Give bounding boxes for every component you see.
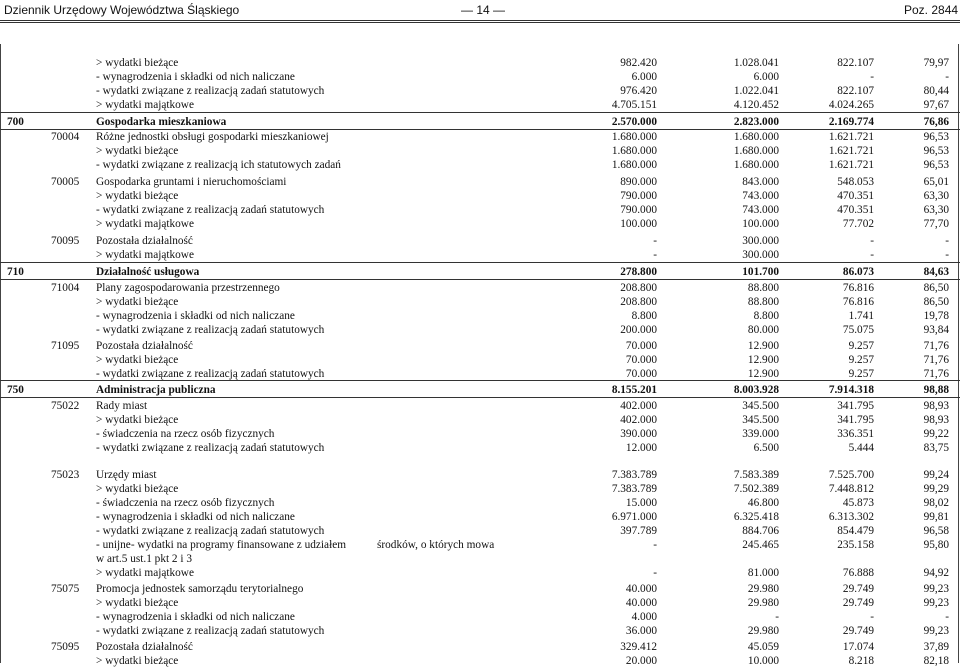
revised-plan-value: 6.000 bbox=[753, 71, 779, 83]
execution-percent: 79,97 bbox=[923, 57, 949, 69]
execution-percent: 86,50 bbox=[923, 296, 949, 308]
table-row bbox=[0, 441, 960, 455]
executed-value: 76.888 bbox=[842, 567, 874, 579]
execution-percent: 94,92 bbox=[923, 567, 949, 579]
subsection-code: 75022 bbox=[51, 400, 80, 412]
plan-value: 8.800 bbox=[631, 310, 657, 322]
row-description: > wydatki bieżące bbox=[96, 483, 179, 495]
execution-percent: 37,89 bbox=[923, 641, 949, 653]
row-description: > wydatki bieżące bbox=[96, 655, 179, 667]
table-row bbox=[0, 624, 960, 638]
table-row bbox=[0, 538, 960, 552]
execution-percent: 83,75 bbox=[923, 442, 949, 454]
table-row bbox=[0, 596, 960, 610]
execution-percent: 80,44 bbox=[923, 85, 949, 97]
plan-value: 1.680.000 bbox=[611, 145, 657, 157]
subsection-code: 70004 bbox=[51, 131, 80, 143]
plan-value: 70.000 bbox=[625, 354, 657, 366]
execution-percent: 71,76 bbox=[923, 354, 949, 366]
execution-percent: - bbox=[945, 249, 949, 261]
plan-value: 890.000 bbox=[620, 176, 657, 188]
section-row bbox=[0, 265, 960, 279]
plan-value: - bbox=[653, 539, 657, 551]
plan-value: 20.000 bbox=[625, 655, 657, 667]
section-code: 700 bbox=[7, 116, 24, 128]
row-description: - świadczenia na rzecz osób fizycznych bbox=[96, 497, 275, 509]
execution-percent: - bbox=[945, 611, 949, 623]
subsection-code: 71095 bbox=[51, 340, 80, 352]
section-separator bbox=[0, 262, 960, 263]
execution-percent: 98,02 bbox=[923, 497, 949, 509]
row-description: - wydatki związane z realizacją zadań statutowych bbox=[96, 324, 325, 336]
execution-percent: 71,76 bbox=[923, 368, 949, 380]
execution-percent: 96,53 bbox=[923, 131, 949, 143]
row-description: - wydatki związane z realizacją zadań statutowych bbox=[96, 204, 325, 216]
row-description: - wynagrodzenia i składki od nich naliczane bbox=[96, 611, 295, 623]
subsection-row bbox=[0, 582, 960, 596]
row-description: - wydatki związane z realizacją ich statutowych zadań bbox=[96, 159, 341, 171]
table-row bbox=[0, 427, 960, 441]
execution-percent: 98,93 bbox=[923, 400, 949, 412]
executed-value: 29.749 bbox=[842, 625, 874, 637]
execution-percent: 96,58 bbox=[923, 525, 949, 537]
executed-value: 4.024.265 bbox=[828, 99, 874, 111]
executed-value: 45.873 bbox=[842, 497, 874, 509]
row-description: Pozostała działalność bbox=[96, 235, 193, 247]
row-description: Różne jednostki obsługi gospodarki mieszkaniowej bbox=[96, 131, 329, 143]
plan-value: 790.000 bbox=[620, 204, 657, 216]
plan-value: 1.680.000 bbox=[611, 131, 657, 143]
revised-plan-value: 4.120.452 bbox=[733, 99, 779, 111]
execution-percent: 84,63 bbox=[923, 266, 949, 278]
row-description: - świadczenia na rzecz osób fizycznych bbox=[96, 428, 275, 440]
row-description: w art.5 ust.1 pkt 2 i 3 bbox=[96, 553, 193, 565]
executed-value: 1.621.721 bbox=[828, 131, 874, 143]
plan-value: 4.000 bbox=[631, 611, 657, 623]
execution-percent: 99,29 bbox=[923, 483, 949, 495]
executed-value: 341.795 bbox=[837, 400, 874, 412]
row-description: - wynagrodzenia i składki od nich naliczane bbox=[96, 71, 295, 83]
revised-plan-value: 743.000 bbox=[742, 204, 779, 216]
revised-plan-value: 300.000 bbox=[742, 235, 779, 247]
execution-percent: 98,88 bbox=[923, 384, 949, 396]
subsection-code: 75095 bbox=[51, 641, 80, 653]
executed-value: 1.621.721 bbox=[828, 145, 874, 157]
executed-value: - bbox=[870, 71, 874, 83]
executed-value: 470.351 bbox=[837, 190, 874, 202]
executed-value: 86.073 bbox=[842, 266, 874, 278]
plan-value: 208.800 bbox=[620, 296, 657, 308]
revised-plan-value: 100.000 bbox=[742, 218, 779, 230]
section-separator bbox=[0, 380, 960, 381]
executed-value: 336.351 bbox=[837, 428, 874, 440]
plan-value: 208.800 bbox=[620, 282, 657, 294]
row-description: > wydatki bieżące bbox=[96, 296, 179, 308]
revised-plan-value: 12.900 bbox=[747, 368, 779, 380]
revised-plan-value: - bbox=[775, 611, 779, 623]
execution-percent: 98,93 bbox=[923, 414, 949, 426]
row-description: - wydatki związane z realizacją zadań statutowych bbox=[96, 442, 325, 454]
execution-percent: 99,23 bbox=[923, 597, 949, 609]
revised-plan-value: 88.800 bbox=[747, 296, 779, 308]
executed-value: 77.702 bbox=[842, 218, 874, 230]
execution-percent: 96,53 bbox=[923, 159, 949, 171]
plan-value: 976.420 bbox=[620, 85, 657, 97]
row-description: - unijne- wydatki na programy finansowane z udziałem bbox=[96, 539, 347, 551]
subsection-code: 70095 bbox=[51, 235, 80, 247]
row-description: - wydatki związane z realizacją zadań statutowych bbox=[96, 85, 325, 97]
execution-percent: 99,22 bbox=[923, 428, 949, 440]
subsection-row bbox=[0, 640, 960, 654]
subsection-code: 75023 bbox=[51, 469, 80, 481]
plan-value: 6.971.000 bbox=[611, 511, 657, 523]
execution-percent: 76,86 bbox=[923, 116, 949, 128]
execution-percent: 82,18 bbox=[923, 655, 949, 667]
execution-percent: 77,70 bbox=[923, 218, 949, 230]
table-row bbox=[0, 552, 960, 566]
revised-plan-value: 12.900 bbox=[747, 354, 779, 366]
revised-plan-value: 345.500 bbox=[742, 400, 779, 412]
executed-value: 9.257 bbox=[848, 368, 874, 380]
executed-value: 9.257 bbox=[848, 340, 874, 352]
plan-value: 329.412 bbox=[620, 641, 657, 653]
table-row bbox=[0, 353, 960, 367]
executed-value: 29.749 bbox=[842, 597, 874, 609]
row-description-continued: środków, o których mowa bbox=[377, 539, 495, 551]
plan-value: 1.680.000 bbox=[611, 159, 657, 171]
plan-value: 15.000 bbox=[625, 497, 657, 509]
table-row bbox=[0, 496, 960, 510]
execution-percent: 99,81 bbox=[923, 511, 949, 523]
execution-percent: 99,23 bbox=[923, 625, 949, 637]
plan-value: 7.383.789 bbox=[611, 469, 657, 481]
row-description: > wydatki majątkowe bbox=[96, 99, 194, 111]
row-description: Promocja jednostek samorządu terytorialnego bbox=[96, 583, 304, 595]
execution-percent: 99,24 bbox=[923, 469, 949, 481]
plan-value: - bbox=[653, 567, 657, 579]
revised-plan-value: 8.003.928 bbox=[733, 384, 779, 396]
execution-percent: 95,80 bbox=[923, 539, 949, 551]
plan-value: 12.000 bbox=[625, 442, 657, 454]
plan-value: 200.000 bbox=[620, 324, 657, 336]
section-row bbox=[0, 115, 960, 129]
table-row bbox=[0, 158, 960, 172]
revised-plan-value: 1.680.000 bbox=[733, 159, 779, 171]
plan-value: 36.000 bbox=[625, 625, 657, 637]
subsection-row bbox=[0, 234, 960, 248]
row-description: > wydatki bieżące bbox=[96, 597, 179, 609]
plan-value: 4.705.151 bbox=[611, 99, 657, 111]
revised-plan-value: 6.325.418 bbox=[733, 511, 779, 523]
revised-plan-value: 339.000 bbox=[742, 428, 779, 440]
execution-percent: 19,78 bbox=[923, 310, 949, 322]
revised-plan-value: 101.700 bbox=[742, 266, 779, 278]
plan-value: 6.000 bbox=[631, 71, 657, 83]
table-row bbox=[0, 654, 960, 668]
executed-value: 341.795 bbox=[837, 414, 874, 426]
section-code: 710 bbox=[7, 266, 24, 278]
executed-value: 7.914.318 bbox=[828, 384, 874, 396]
executed-value: - bbox=[870, 611, 874, 623]
execution-percent: 93,84 bbox=[923, 324, 949, 336]
page-header bbox=[0, 0, 960, 19]
section-code: 750 bbox=[7, 384, 24, 396]
subsection-row bbox=[0, 399, 960, 413]
table-row bbox=[0, 248, 960, 262]
execution-percent: - bbox=[945, 71, 949, 83]
journal-title: Dziennik Urzędowy Województwa Śląskiego bbox=[4, 3, 240, 17]
executed-value: 1.621.721 bbox=[828, 159, 874, 171]
plan-value: 278.800 bbox=[620, 266, 657, 278]
revised-plan-value: 29.980 bbox=[747, 597, 779, 609]
table-row bbox=[0, 367, 960, 381]
revised-plan-value: 345.500 bbox=[742, 414, 779, 426]
table-row bbox=[0, 144, 960, 158]
revised-plan-value: 884.706 bbox=[742, 525, 779, 537]
execution-percent: - bbox=[945, 235, 949, 247]
header-rule bbox=[0, 20, 960, 21]
table-row bbox=[0, 295, 960, 309]
row-description: > wydatki bieżące bbox=[96, 354, 179, 366]
revised-plan-value: 8.800 bbox=[753, 310, 779, 322]
plan-value: 402.000 bbox=[620, 414, 657, 426]
row-description: > wydatki majątkowe bbox=[96, 249, 194, 261]
table-row bbox=[0, 189, 960, 203]
revised-plan-value: 843.000 bbox=[742, 176, 779, 188]
executed-value: 9.257 bbox=[848, 354, 874, 366]
row-description: Rady miast bbox=[96, 400, 148, 412]
executed-value: 5.444 bbox=[848, 442, 874, 454]
row-description: Plany zagospodarowania przestrzennego bbox=[96, 282, 280, 294]
executed-value: 76.816 bbox=[842, 296, 874, 308]
plan-value: 70.000 bbox=[625, 340, 657, 352]
plan-value: 40.000 bbox=[625, 597, 657, 609]
row-description: > wydatki bieżące bbox=[96, 190, 179, 202]
row-description: - wydatki związane z realizacją zadań statutowych bbox=[96, 525, 325, 537]
plan-value: 2.570.000 bbox=[611, 116, 657, 128]
table-row bbox=[0, 203, 960, 217]
plan-value: 100.000 bbox=[620, 218, 657, 230]
revised-plan-value: 80.000 bbox=[747, 324, 779, 336]
row-description: - wydatki związane z realizacją zadań statutowych bbox=[96, 625, 325, 637]
row-description: > wydatki bieżące bbox=[96, 414, 179, 426]
revised-plan-value: 1.022.041 bbox=[733, 85, 779, 97]
subsection-row bbox=[0, 468, 960, 482]
subsection-row bbox=[0, 339, 960, 353]
executed-value: - bbox=[870, 249, 874, 261]
section-separator bbox=[0, 397, 960, 398]
execution-percent: 71,76 bbox=[923, 340, 949, 352]
executed-value: 548.053 bbox=[837, 176, 874, 188]
row-description: Pozostała działalność bbox=[96, 340, 193, 352]
revised-plan-value: 743.000 bbox=[742, 190, 779, 202]
row-description: Gospodarka mieszkaniowa bbox=[96, 116, 227, 128]
row-description: - wynagrodzenia i składki od nich naliczane bbox=[96, 310, 295, 322]
table-row bbox=[0, 84, 960, 98]
plan-value: 7.383.789 bbox=[611, 483, 657, 495]
executed-value: 8.218 bbox=[848, 655, 874, 667]
row-description: - wydatki związane z realizacją zadań statutowych bbox=[96, 368, 325, 380]
revised-plan-value: 6.500 bbox=[753, 442, 779, 454]
executed-value: 235.158 bbox=[837, 539, 874, 551]
revised-plan-value: 29.980 bbox=[747, 583, 779, 595]
revised-plan-value: 2.823.000 bbox=[733, 116, 779, 128]
table-row bbox=[0, 524, 960, 538]
table-row bbox=[0, 323, 960, 337]
row-description: > wydatki bieżące bbox=[96, 145, 179, 157]
revised-plan-value: 29.980 bbox=[747, 625, 779, 637]
subsection-code: 71004 bbox=[51, 282, 80, 294]
revised-plan-value: 245.465 bbox=[742, 539, 779, 551]
plan-value: 790.000 bbox=[620, 190, 657, 202]
section-row bbox=[0, 383, 960, 397]
plan-value: - bbox=[653, 235, 657, 247]
plan-value: 40.000 bbox=[625, 583, 657, 595]
row-description: Działalność usługowa bbox=[96, 266, 200, 278]
executed-value: 854.479 bbox=[837, 525, 874, 537]
executed-value: 75.075 bbox=[842, 324, 874, 336]
revised-plan-value: 1.680.000 bbox=[733, 131, 779, 143]
table-row bbox=[0, 566, 960, 580]
page-number: — 14 — bbox=[461, 3, 506, 17]
table-row bbox=[0, 217, 960, 231]
subsection-code: 75075 bbox=[51, 583, 80, 595]
revised-plan-value: 46.800 bbox=[747, 497, 779, 509]
row-description: Urzędy miast bbox=[96, 469, 157, 481]
row-description: Administracja publiczna bbox=[96, 384, 216, 396]
subsection-row bbox=[0, 175, 960, 189]
revised-plan-value: 88.800 bbox=[747, 282, 779, 294]
executed-value: 76.816 bbox=[842, 282, 874, 294]
plan-value: - bbox=[653, 249, 657, 261]
execution-percent: 63,30 bbox=[923, 190, 949, 202]
table-row bbox=[0, 70, 960, 84]
revised-plan-value: 12.900 bbox=[747, 340, 779, 352]
executed-value: 822.107 bbox=[837, 57, 874, 69]
table-row bbox=[0, 510, 960, 524]
execution-percent: 65,01 bbox=[923, 176, 949, 188]
executed-value: 6.313.302 bbox=[828, 511, 874, 523]
section-separator bbox=[0, 279, 960, 280]
plan-value: 402.000 bbox=[620, 400, 657, 412]
revised-plan-value: 81.000 bbox=[747, 567, 779, 579]
table-row bbox=[0, 610, 960, 624]
plan-value: 390.000 bbox=[620, 428, 657, 440]
table-row bbox=[0, 309, 960, 323]
table-row bbox=[0, 98, 960, 112]
execution-percent: 99,23 bbox=[923, 583, 949, 595]
executed-value: 7.448.812 bbox=[828, 483, 874, 495]
header-rule-2 bbox=[0, 22, 960, 23]
row-description: > wydatki majątkowe bbox=[96, 567, 194, 579]
revised-plan-value: 300.000 bbox=[742, 249, 779, 261]
execution-percent: 63,30 bbox=[923, 204, 949, 216]
execution-percent: 86,50 bbox=[923, 282, 949, 294]
executed-value: 2.169.774 bbox=[828, 116, 874, 128]
table-row bbox=[0, 413, 960, 427]
row-description: > wydatki majątkowe bbox=[96, 218, 194, 230]
row-description: Pozostała działalność bbox=[96, 641, 193, 653]
row-description: > wydatki bieżące bbox=[96, 57, 179, 69]
executed-value: - bbox=[870, 235, 874, 247]
plan-value: 8.155.201 bbox=[611, 384, 657, 396]
executed-value: 470.351 bbox=[837, 204, 874, 216]
executed-value: 17.074 bbox=[842, 641, 874, 653]
revised-plan-value: 7.583.389 bbox=[733, 469, 779, 481]
revised-plan-value: 1.028.041 bbox=[733, 57, 779, 69]
subsection-row bbox=[0, 130, 960, 144]
plan-value: 70.000 bbox=[625, 368, 657, 380]
section-separator bbox=[0, 112, 960, 113]
subsection-code: 70005 bbox=[51, 176, 80, 188]
plan-value: 982.420 bbox=[620, 57, 657, 69]
executed-value: 822.107 bbox=[837, 85, 874, 97]
revised-plan-value: 45.059 bbox=[747, 641, 779, 653]
executed-value: 29.749 bbox=[842, 583, 874, 595]
plan-value: 397.789 bbox=[620, 525, 657, 537]
row-description: - wynagrodzenia i składki od nich naliczane bbox=[96, 511, 295, 523]
revised-plan-value: 10.000 bbox=[747, 655, 779, 667]
revised-plan-value: 7.502.389 bbox=[733, 483, 779, 495]
subsection-row bbox=[0, 281, 960, 295]
revised-plan-value: 1.680.000 bbox=[733, 145, 779, 157]
executed-value: 1.741 bbox=[848, 310, 874, 322]
table-row bbox=[0, 56, 960, 70]
executed-value: 7.525.700 bbox=[828, 469, 874, 481]
execution-percent: 97,67 bbox=[923, 99, 949, 111]
position-number: Poz. 2844 bbox=[904, 3, 959, 17]
execution-percent: 96,53 bbox=[923, 145, 949, 157]
table-row bbox=[0, 482, 960, 496]
row-description: Gospodarka gruntami i nieruchomościami bbox=[96, 176, 287, 188]
